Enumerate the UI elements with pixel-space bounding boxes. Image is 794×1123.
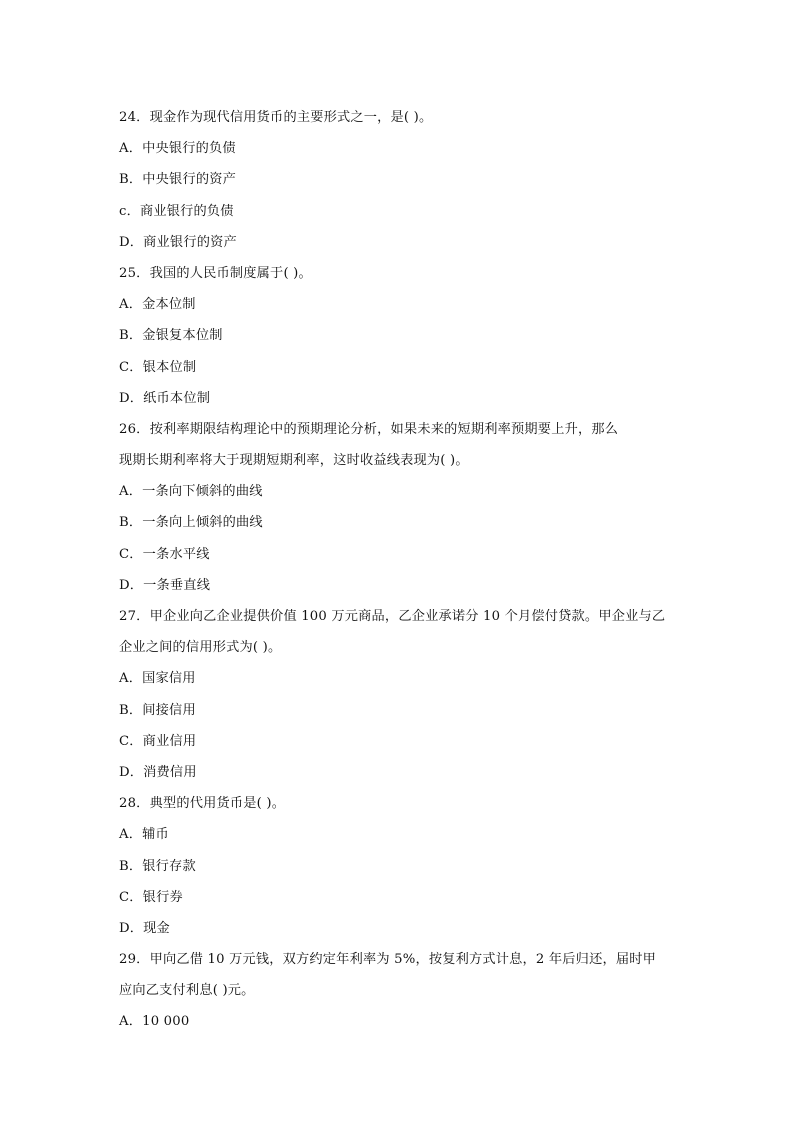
q24-option-a: A．中央银行的负债 [119,141,236,157]
question-26-line-1: 26．按利率期限结构理论中的预期理论分析，如果未来的短期利率预期要上升，那么 [119,421,619,437]
question-27-line-2: 企业之间的信用形式为( )。 [119,640,282,656]
q25-option-a: A．金本位制 [119,297,196,313]
q28-option-a: A．辅币 [119,827,169,843]
q28-option-b: B．银行存款 [119,858,196,874]
q28-option-d: D．现金 [119,920,170,936]
question-29-line-1: 29．甲向乙借 10 万元钱，双方约定年利率为 5%，按复利方式计息，2 年后归还，届时甲 [119,952,657,968]
question-29-line-2: 应向乙支付利息( )元。 [119,983,255,999]
question-24: 24．现金作为现代信用货币的主要形式之一，是( )。 [119,110,433,125]
q29-option-a: A．10 000 [119,1014,190,1030]
q26-option-d: D．一条垂直线 [119,577,211,593]
q25-option-c: C．银本位制 [119,359,197,375]
question-list [119,102,679,1038]
q27-option-c: C．商业信用 [119,733,197,749]
q24-option-b: B．中央银行的资产 [119,172,236,188]
q27-option-a: A．国家信用 [119,671,196,687]
question-25: 25．我国的人民币制度属于( )。 [119,265,312,281]
q26-option-b: B．一条向上倾斜的曲线 [119,515,263,531]
q24-option-c: c．商业银行的负债 [119,203,234,219]
q26-option-c: C．一条水平线 [119,546,210,562]
question-28: 28．典型的代用货币是( )。 [119,796,286,812]
q25-option-b: B．金银复本位制 [119,328,223,344]
question-27-line-1: 27．甲企业向乙企业提供价值 100 万元商品，乙企业承诺分 10 个月偿付贷款。甲企业与乙 [119,609,666,624]
q27-option-b: B．间接信用 [119,702,196,718]
q25-option-d: D．纸币本位制 [119,390,211,406]
q27-option-d: D．消费信用 [119,764,197,780]
q24-option-d: D．商业银行的资产 [119,234,237,250]
q26-option-a: A．一条向下倾斜的曲线 [119,484,263,500]
question-26-line-2: 现期长期利率将大于现期短期利率，这时收益线表现为( )。 [119,453,469,469]
q28-option-c: C．银行券 [119,889,183,905]
